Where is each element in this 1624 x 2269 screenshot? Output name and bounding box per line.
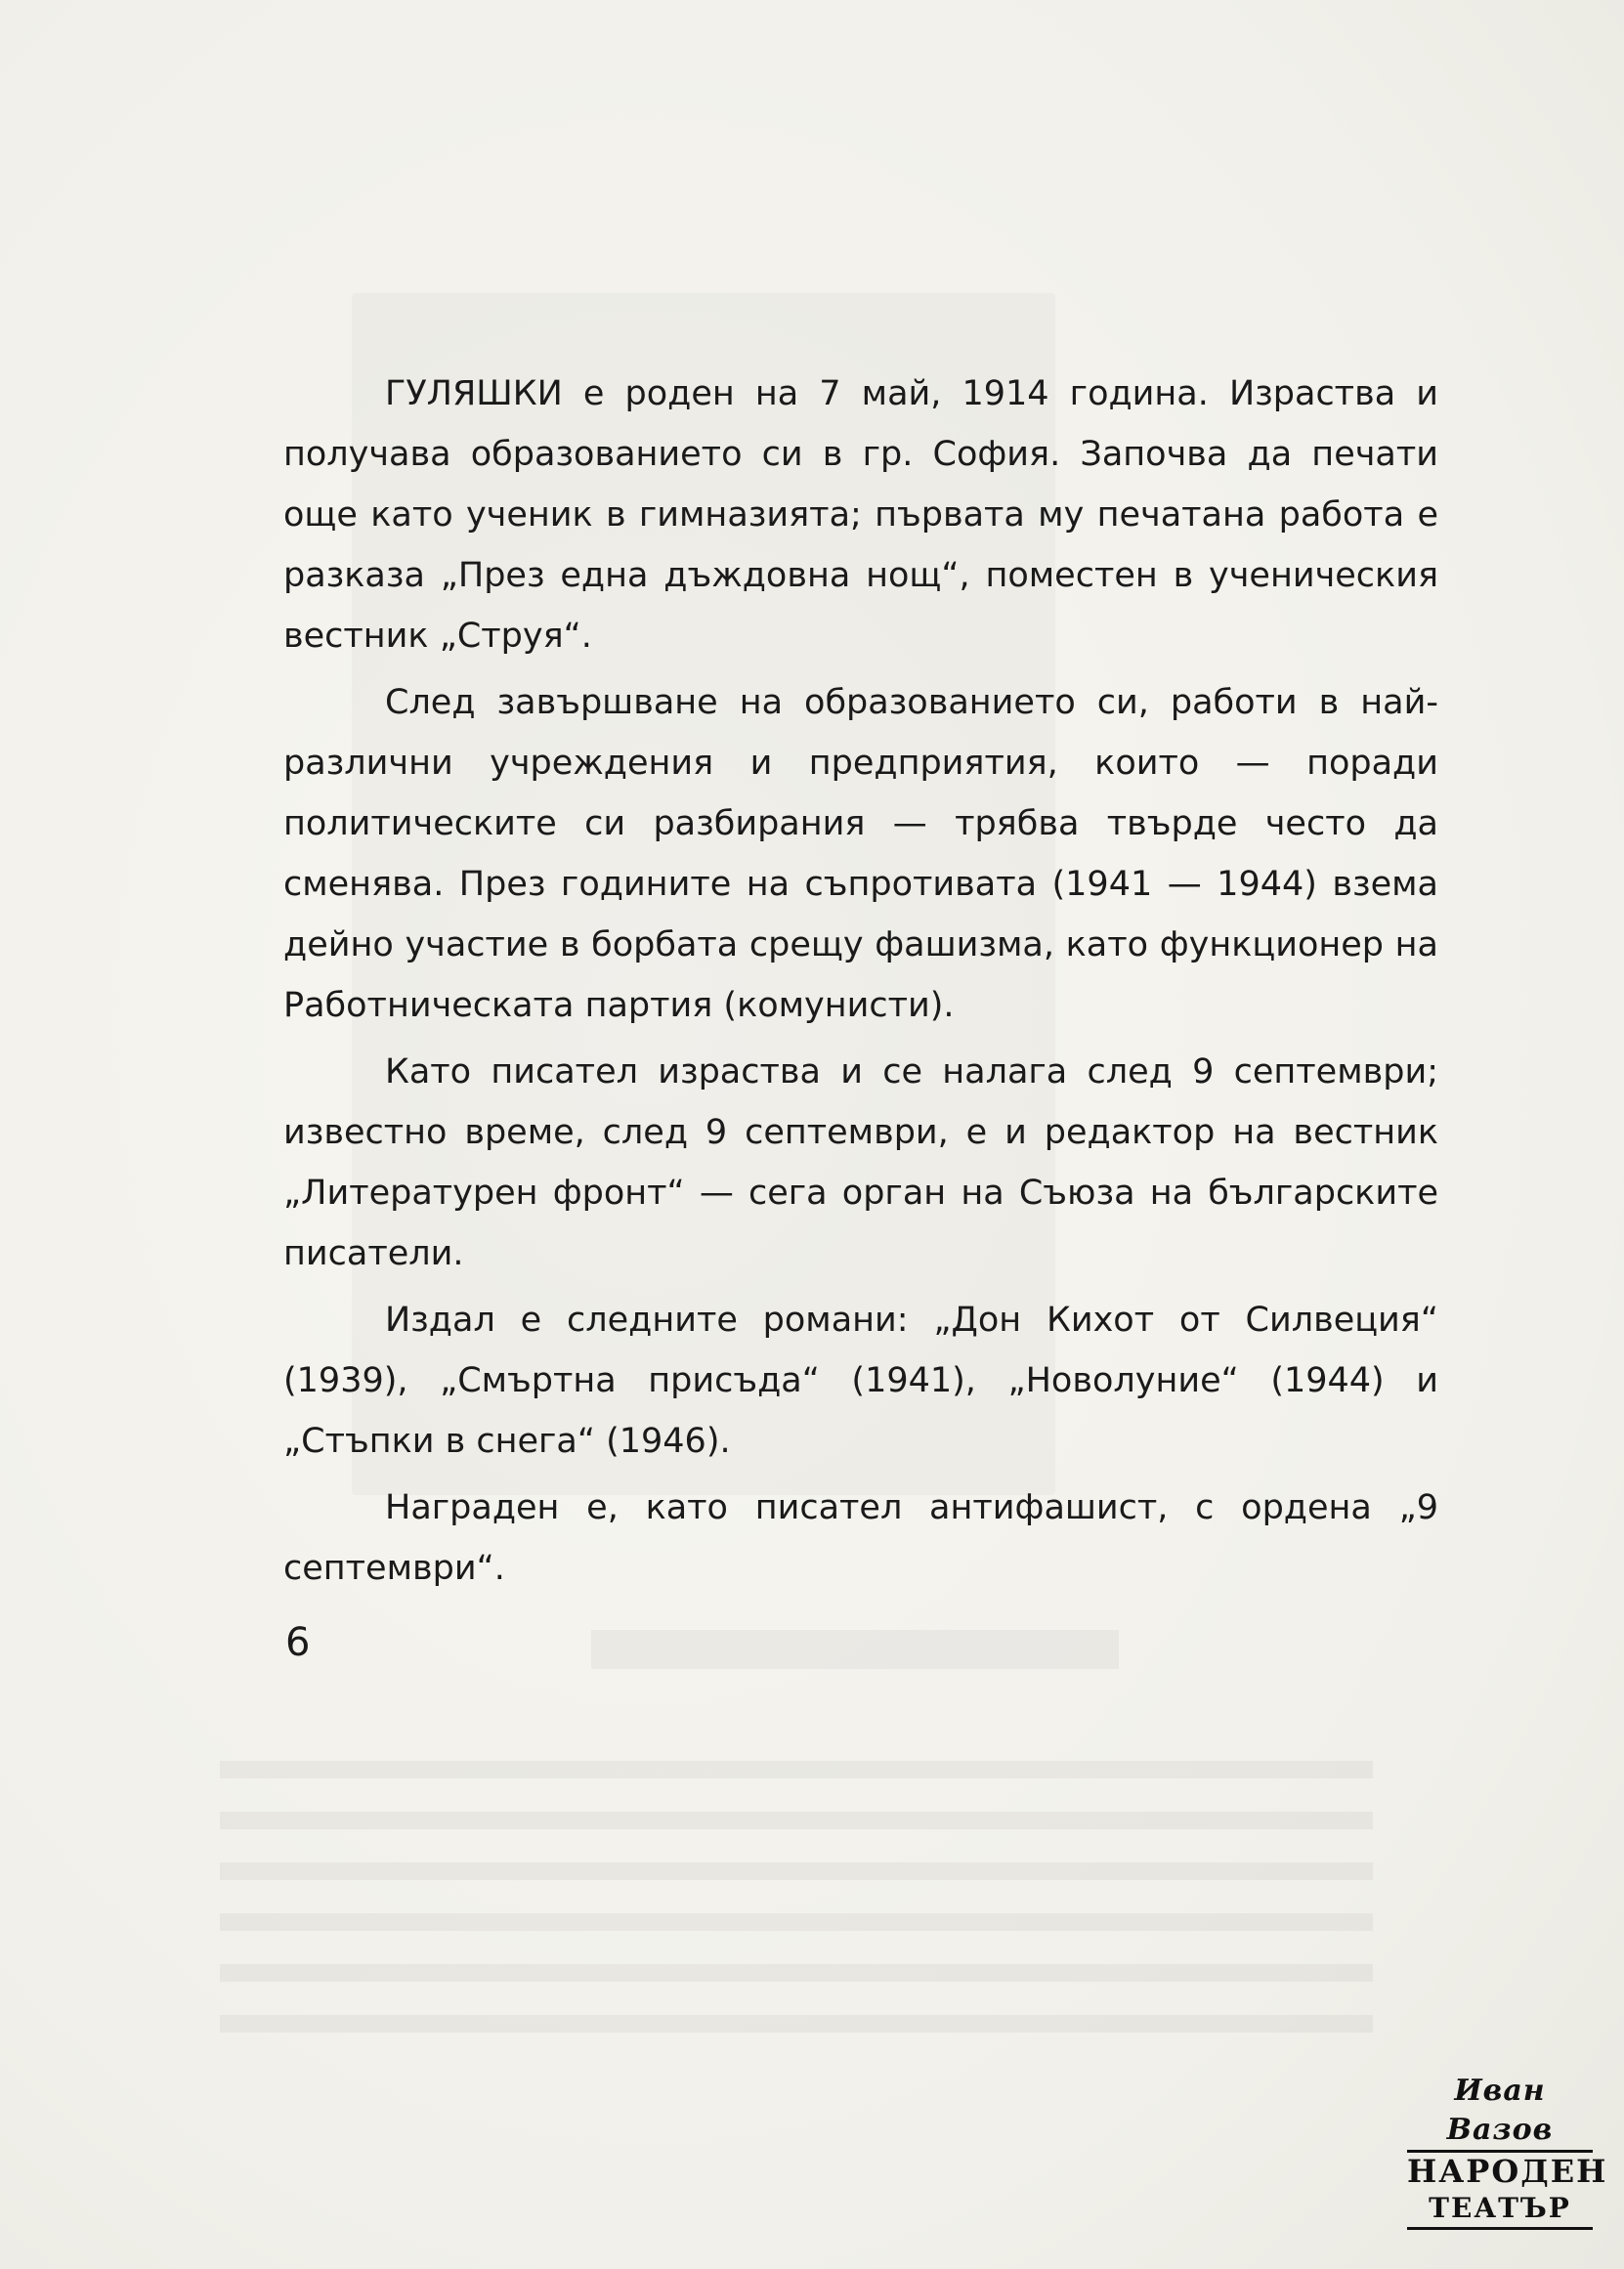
logo-line-narodni: НАРОДЕН <box>1407 2150 1593 2190</box>
logo-line-teatar: ТЕАТЪР <box>1407 2190 1593 2230</box>
logo-signature: Иван Вазов <box>1446 2074 1554 2147</box>
show-through-text <box>220 1739 1373 2033</box>
paragraph-award: Награден е, като писател антифашист, с ордена „9 септември“. <box>283 1488 1438 1588</box>
paragraph-resistance: След завършване на образованието си, работи в най-различни учреждения и предприятия, които — поради политическите си разбирания — трябва твърде често да сменява. През годините на съпротивата (1941 — 1944) взема дейно участие в борбата срещу фашизма, като функционер на Работническата партия (комунисти). <box>283 683 1438 1025</box>
paragraph-novels: Издал е следните романи: „Дон Кихот от Силвеция“ (1939), „Смъртна присъда“ (1941), „Новолуние“ (1944) и „Стъпки в снега“ (1946). <box>283 1301 1438 1461</box>
paragraph-writer: Като писател израства и се налага след 9 септември; известно време, след 9 септември, е и редактор на вестник „Литературен фронт“ — сега орган на Съюза на българските писатели. <box>283 1052 1438 1273</box>
paragraph-birth: ГУЛЯШКИ е роден на 7 май, 1914 година. Израства и получава образованието си в гр. София. Започва да печати още като ученик в гимназията; първата му печатана работа е разказа „През една дъждовна нощ“, поместен в ученическия вестник „Струя“. <box>283 374 1438 656</box>
biography-text <box>283 364 1438 1605</box>
page-number: 6 <box>285 1620 311 1665</box>
show-through-heading <box>591 1630 1119 1669</box>
theatre-logo <box>1407 2072 1608 2224</box>
